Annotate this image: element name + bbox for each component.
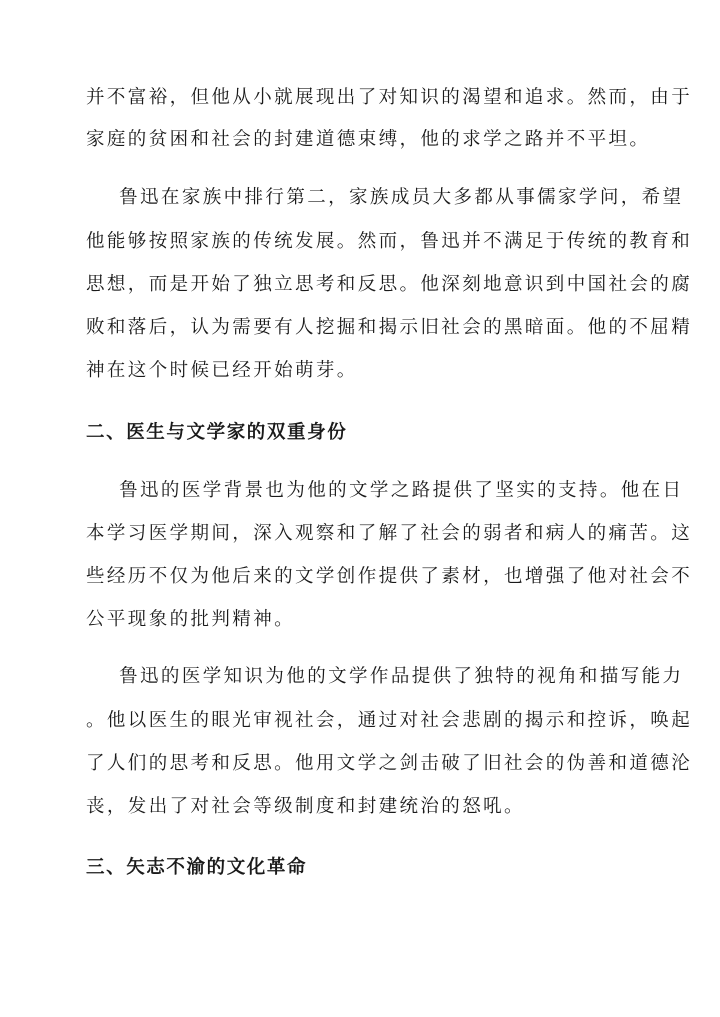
paragraph-line: 丧，发出了对社会等级制度和封建统治的怒吼。 [86, 796, 525, 817]
paragraph-line: 鲁迅的医学背景也为他的文学之路提供了坚实的支持。他在日 [86, 480, 684, 501]
paragraph-line: 他能够按照家族的传统发展。然而，鲁迅并不满足于传统的教育和 [86, 231, 693, 252]
paragraph-line: 神在这个时候已经开始萌芽。 [86, 360, 358, 381]
paragraph-line: 。他以医生的眼光审视社会，通过对社会悲剧的揭示和控诉，唤起 [86, 710, 693, 731]
paragraph-line: 鲁迅的医学知识为他的文学作品提供了独特的视角和描写能力 [86, 666, 684, 687]
paragraph-line: 公平现象的批判精神。 [86, 609, 296, 630]
section-heading: 三、矢志不渝的文化革命 [86, 857, 308, 878]
paragraph-line: 家庭的贫困和社会的封建道德束缚，他的求学之路并不平坦。 [86, 129, 651, 150]
paragraph-line: 些经历不仅为他后来的文学创作提供了素材，也增强了他对社会不 [86, 566, 693, 587]
paragraph-line: 败和落后，认为需要有人挖掘和揭示旧社会的黑暗面。他的不屈精 [86, 317, 693, 338]
paragraph-line: 思想，而是开始了独立思考和反思。他深刻地意识到中国社会的腐 [86, 274, 693, 295]
paragraph-line: 鲁迅在家族中排行第二，家族成员大多都从事儒家学问，希望 [86, 187, 684, 208]
paragraph-line: 本学习医学期间，深入观察和了解了社会的弱者和病人的痛苦。这 [86, 523, 693, 544]
section-heading: 二、医生与文学家的双重身份 [86, 422, 348, 443]
paragraph-line: 并不富裕，但他从小就展现出了对知识的渴望和追求。然而，由于 [86, 87, 693, 108]
paragraph-line: 了人们的思考和反思。他用文学之剑击破了旧社会的伪善和道德沦 [86, 753, 693, 774]
